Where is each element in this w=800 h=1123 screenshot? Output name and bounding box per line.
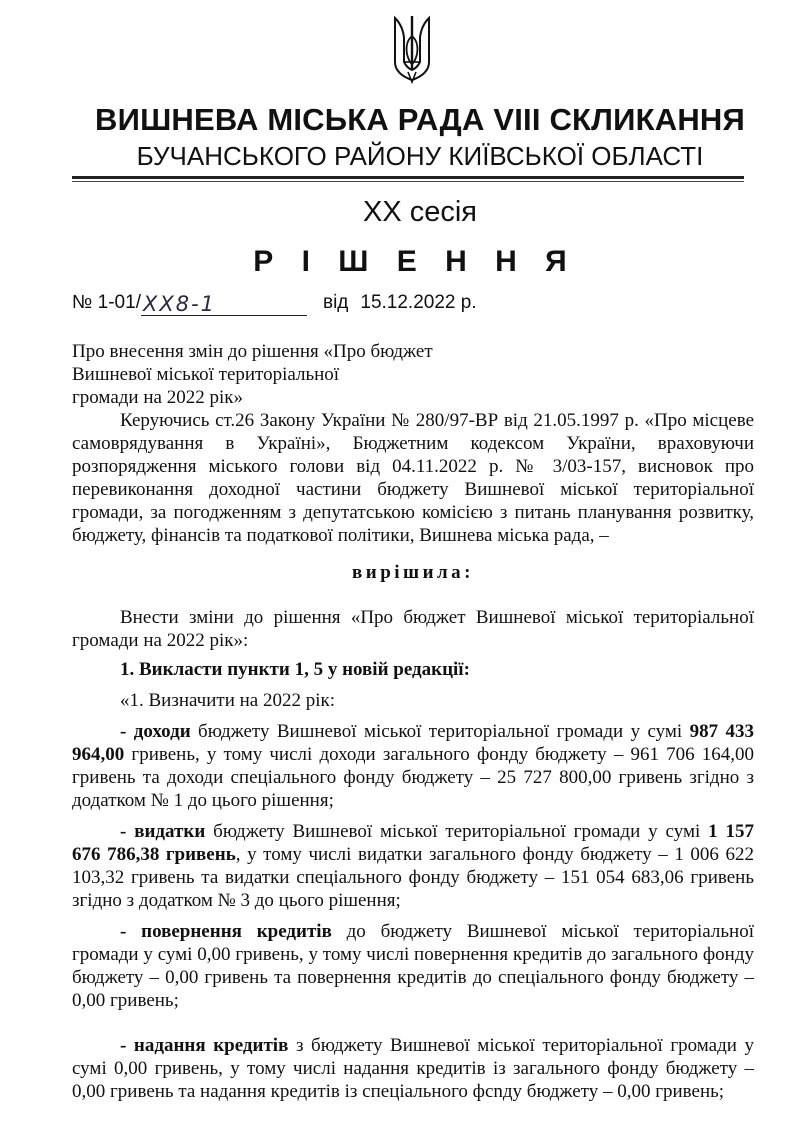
from-label: від [322, 292, 349, 313]
revenues-paragraph [72, 720, 754, 812]
loan-returns-paragraph [72, 920, 754, 1012]
number-prefix: № 1-01/ [72, 292, 141, 313]
document-type: Р І Ш Е Н Н Я [253, 245, 577, 278]
expenditures-text: бюджету Вишневої міської територіальної громади у сумі [205, 821, 709, 842]
revenues-term: доходи [133, 721, 191, 742]
expenditures-text-rest: , у тому числі видатки загального фонду бюджету – 1 006 622 103,32 гривень та видатки спеціального фонду бюджету – 151 054 683,06 гривень згідно з додатком № 3 до цього рішення; [72, 844, 754, 911]
subject-line: Вишневої міської територіальної [72, 364, 340, 385]
loans-granted-term: надання кредитів [133, 1035, 289, 1056]
revenues-text-rest: гривень, у тому числі доходи загального фонду бюджету – 961 706 164,00 гривень та доходи спеціального фонду бюджету – 25 727 800,00 гривень згідно з додатком № 1 до цього рішення; [72, 744, 754, 811]
revenues-amount: 987 433 964,00 [72, 721, 754, 765]
expenditures-amount: 1 157 676 786,38 гривень [72, 821, 755, 865]
subject-line: Про внесення змін до рішення «Про бюджет [72, 341, 433, 362]
document-body [72, 409, 754, 1103]
decision-number-line [72, 290, 477, 316]
loans-granted-prefix: - [120, 1035, 134, 1056]
loans-granted-text: з бюджету Вишневої міської територіальної громади у сумі 0,00 гривень, у тому числі надання кредитів із загального фонду бюджету – 0,00 гривень та надання кредитів із спеціального фсnду бюджету – 0,00 гривень; [72, 1035, 754, 1102]
loans-granted-paragraph [72, 1034, 754, 1103]
resolved-heading: вирішила: [351, 562, 475, 583]
council-name: ВИШНЕВА МІСЬКА РАДА VIII СКЛИКАННЯ [95, 102, 745, 137]
quote-start: «1. Визначити на 2022 рік: [120, 690, 336, 711]
header-rule-thin [72, 181, 744, 182]
loan-returns-text: до бюджету Вишневої міської територіальної громади у сумі 0,00 гривень, у тому числі повернення кредитів до загального фонду бюджету – 0,00 гривень та повернення кредитів до спеціального фонду бюджету – 0,00 гривень; [72, 921, 754, 1011]
expenditures-term: видатки [134, 821, 206, 842]
header-rule-thick [72, 176, 744, 179]
revenues-prefix: - [120, 721, 134, 742]
point-1-heading: 1. Викласти пункти 1, 5 у новій редакції: [120, 659, 470, 680]
decision-date: 15.12.2022 р. [360, 292, 477, 313]
subject-line: громади на 2022 рік» [72, 387, 243, 408]
number-blank [141, 292, 307, 316]
loan-returns-term: повернення кредитів [141, 921, 332, 942]
intro-paragraph: Внести зміни до рішення «Про бюджет Вишневої міської територіальної громади на 2022 рік»: [72, 607, 754, 651]
loan-returns-prefix: - [120, 921, 142, 942]
session-title: XX сесія [362, 196, 478, 228]
preamble-paragraph: Керуючись ст.26 Закону України № 280/97-ВР від 21.05.1997 р. «Про місцеве самоврядування в Україні», Бюджетним кодексом України, враховуючи розпорядження міського голови від 04.11.2022 р. № 3/03-157, висновок про перевиконання доходної частини бюджету Вишневої міської територіальної громади, за погодженням з депутатською комісією з питань планування розвитку, бюджету, фінансів та податкової політики, Вишнева міська рада, – [72, 410, 754, 546]
expenditures-paragraph [72, 820, 754, 912]
handwritten-number: XX8-1 [142, 292, 217, 316]
subject-block [72, 340, 472, 409]
trident-emblem-icon [391, 12, 433, 84]
expenditures-prefix: - [120, 821, 135, 842]
revenues-text: бюджету Вишневої міської територіальної громади у сумі [190, 721, 690, 742]
district-name: БУЧАНСЬКОГО РАЙОНУ КИЇВСЬКОЇ ОБЛАСТІ [136, 141, 704, 171]
